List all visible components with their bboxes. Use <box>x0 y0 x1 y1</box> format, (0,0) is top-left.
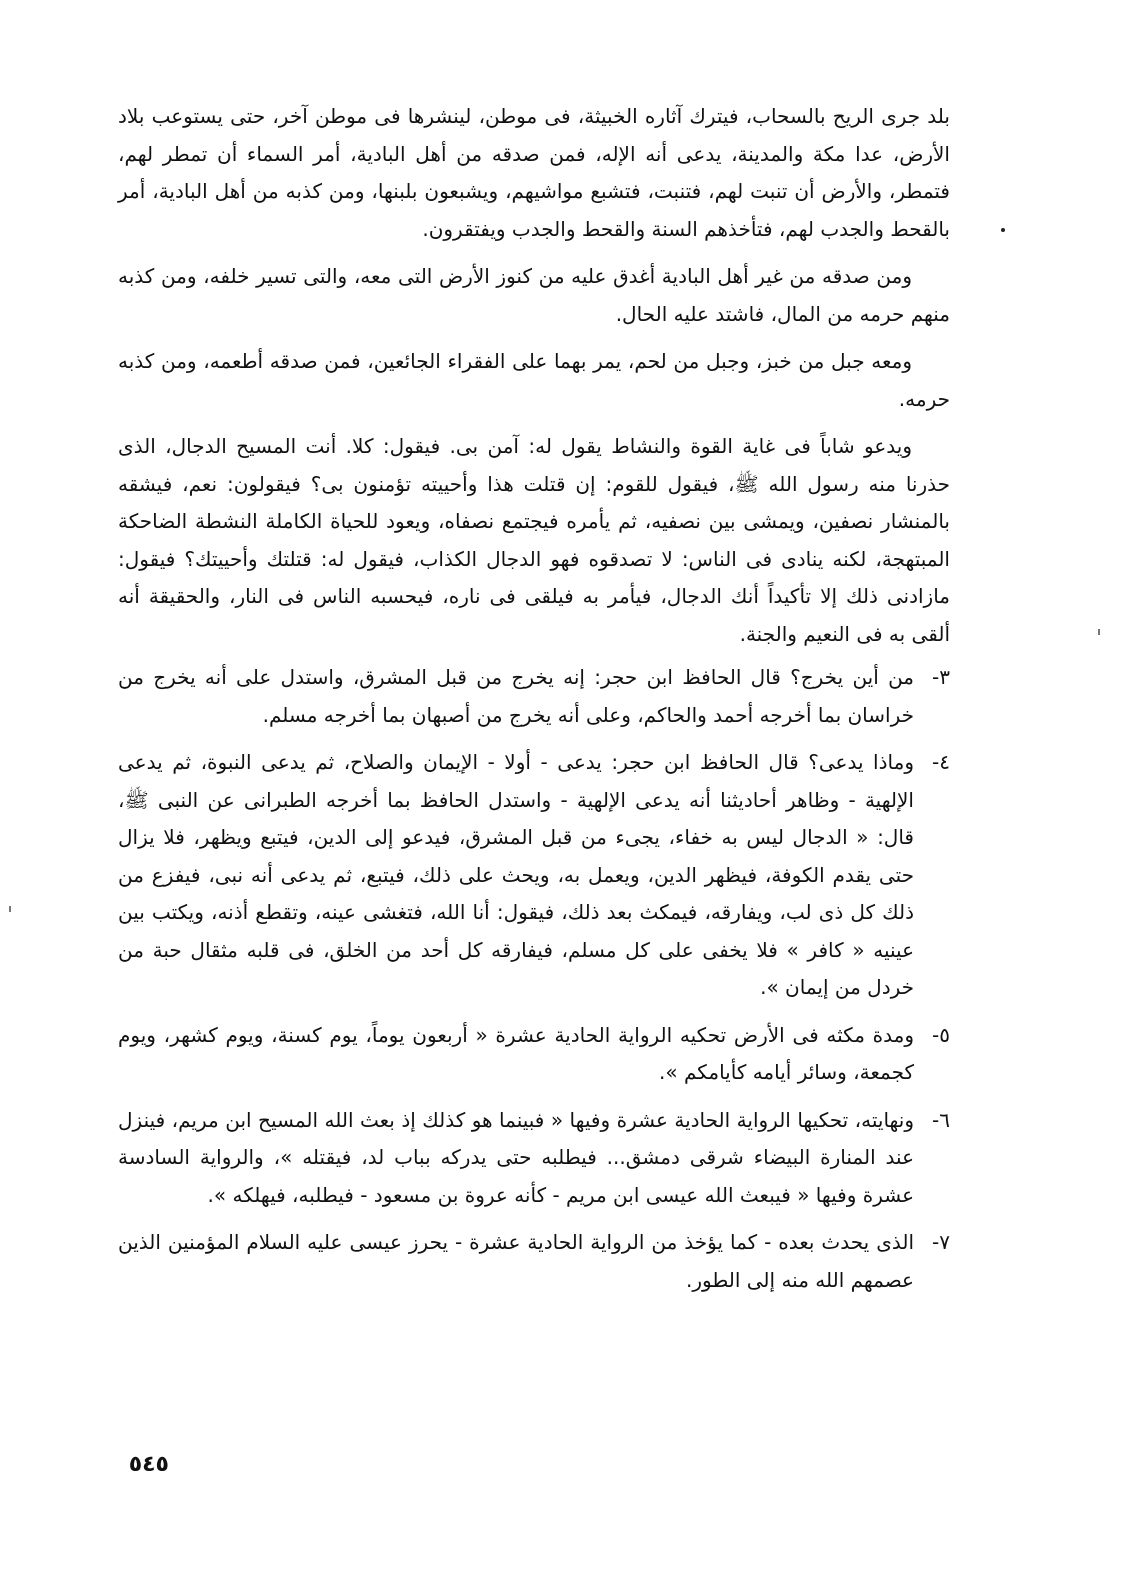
list-item-number: ٤- <box>932 750 950 774</box>
list-item-number: ٦- <box>932 1107 950 1132</box>
scan-mark <box>1098 629 1100 635</box>
list-item-number: ٥- <box>932 1022 950 1047</box>
document-page <box>118 98 950 1498</box>
list-item-3 <box>118 659 950 734</box>
spacer <box>118 734 950 744</box>
spacer <box>118 1007 950 1017</box>
spacer <box>118 1092 950 1102</box>
page-number: ٥٤٥ <box>128 1452 169 1477</box>
list-item-number: ٧- <box>932 1230 950 1254</box>
paragraph-intro: بلد جرى الريح بالسحاب، فيترك آثاره الخبيثة، فى موطن، لينشرها فى موطن آخر، حتى يستوعب بلاد الأرض، عدا مكة والمدينة، يدعى أنه الإله، فمن صدقه من أهل البادية، أمر السماء أن تمطر لهم، فتمطر، والأرض أن تنبت لهم، فتنبت، فتشبع مواشيهم، ويشبعون بلبنها، ومن كذبه من أهل البادية، أمر بالقحط والجدب لهم، فتأخذهم السنة والقحط والجدب ويفتقرون. <box>118 104 950 241</box>
scan-speck <box>1001 228 1005 232</box>
spacer <box>118 248 950 258</box>
list-item-number: ٣- <box>932 665 950 689</box>
list-item-6 <box>118 1102 950 1215</box>
list-item-7 <box>118 1224 950 1299</box>
spacer <box>118 333 950 343</box>
list-item-text: ومدة مكثه فى الأرض تحكيه الرواية الحادية عشرة « أربعون يوماً، يوم كسنة، ويوم كشهر، ويوم كجمعة، وسائر أيامه كأيامكم ». <box>118 1022 914 1084</box>
list-item-5 <box>118 1017 950 1092</box>
list-item-text: وماذا يدعى؟ قال الحافظ ابن حجر: يدعى - أولا - الإيمان والصلاح، ثم يدعى النبوة، ثم يدعى الإلهية - وظاهر أحاديثنا أنه يدعى الإلهية - واستدل الحافظ بما أخرجه الطبرانى عن النبى ﷺ، قال: « الدجال ليس به خفاء، يجىء من قبل المشرق، فيدعو إلى الدين، فيتبع ويظهر، فلا يزال حتى يقدم الكوفة، فيظهر الدين، ويعمل به، ويحث على ذلك، فيتبع، ثم يدعى أنه نبى، فيفزع من ذلك كل ذى لب، ويفارقه، فيمكث بعد ذلك، فيقول: أنا الله، فتغشى عينه، وتقطع أذنه، ويكتب بين عينيه « كافر » فلا يخفى على كل مسلم، فيفارقه كل أحد من الخلق، فى قلبه مثقال حبة من خردل من إيمان ». <box>118 750 914 999</box>
list-item-text: ونهايته، تحكيها الرواية الحادية عشرة وفيها « فبينما هو كذلك إذ بعث الله المسيح ابن مريم، فينزل عند المنارة البيضاء شرقى دمشق... فيطلبه حتى يدركه بباب لد، فيقتله »، والرواية السادسة عشرة وفيها « فيبعث الله عيسى ابن مريم - كأنه عروة بن مسعود - فيطلبه، فيهلكه ». <box>118 1107 914 1207</box>
paragraph-mountains: ومعه جبل من خبز، وجبل من لحم، يمر بهما على الفقراء الجائعين، فمن صدقه أطعمه، ومن كذبه حرمه. <box>118 349 950 411</box>
paragraph-young-man: ويدعو شاباً فى غاية القوة والنشاط يقول له: آمن بى. فيقول: كلا. أنت المسيح الدجال، الذى حذرنا منه رسول الله ﷺ، فيقول للقوم: إن قتلت هذا وأحييته تؤمنون بى؟ فيقولون: نعم، فيشقه بالمنشار نصفين، ويمشى بين نصفيه، ثم يأمره فيجتمع نصفاه، ويعود للحياة الكاملة النشطة الضاحكة المبتهجة، لكنه ينادى فى الناس: لا تصدقوه فهو الدجال الكذاب، فيقول له: قتلتك وأحييتك؟ فيقول: مازادنى ذلك إلا تأكيداً أنك الدجال، فيأمر به فيلقى فى ناره، فيحسبه الناس فى النار، والحقيقة أنه ألقى به فى النعيم والجنة. <box>118 434 950 646</box>
list-item-text: الذى يحدث بعده - كما يؤخذ من الرواية الحادية عشرة - يحرز عيسى عليه السلام المؤمنين الذين عصمهم الله منه إلى الطور. <box>118 1230 914 1292</box>
scan-mark <box>9 906 11 912</box>
spacer <box>118 1214 950 1224</box>
paragraph-non-bedouin: ومن صدقه من غير أهل البادية أغدق عليه من كنوز الأرض التى معه، والتى تسير خلفه، ومن كذبه منهم حرمه من المال، فاشتد عليه الحال. <box>118 264 950 326</box>
list-item-text: من أين يخرج؟ قال الحافظ ابن حجر: إنه يخرج من قبل المشرق، واستدل على أنه يخرج من خراسان بما أخرجه أحمد والحاكم، وعلى أنه يخرج من أصبهان بما أخرجه مسلم. <box>118 665 914 727</box>
spacer <box>118 418 950 428</box>
list-item-4 <box>118 744 950 1007</box>
